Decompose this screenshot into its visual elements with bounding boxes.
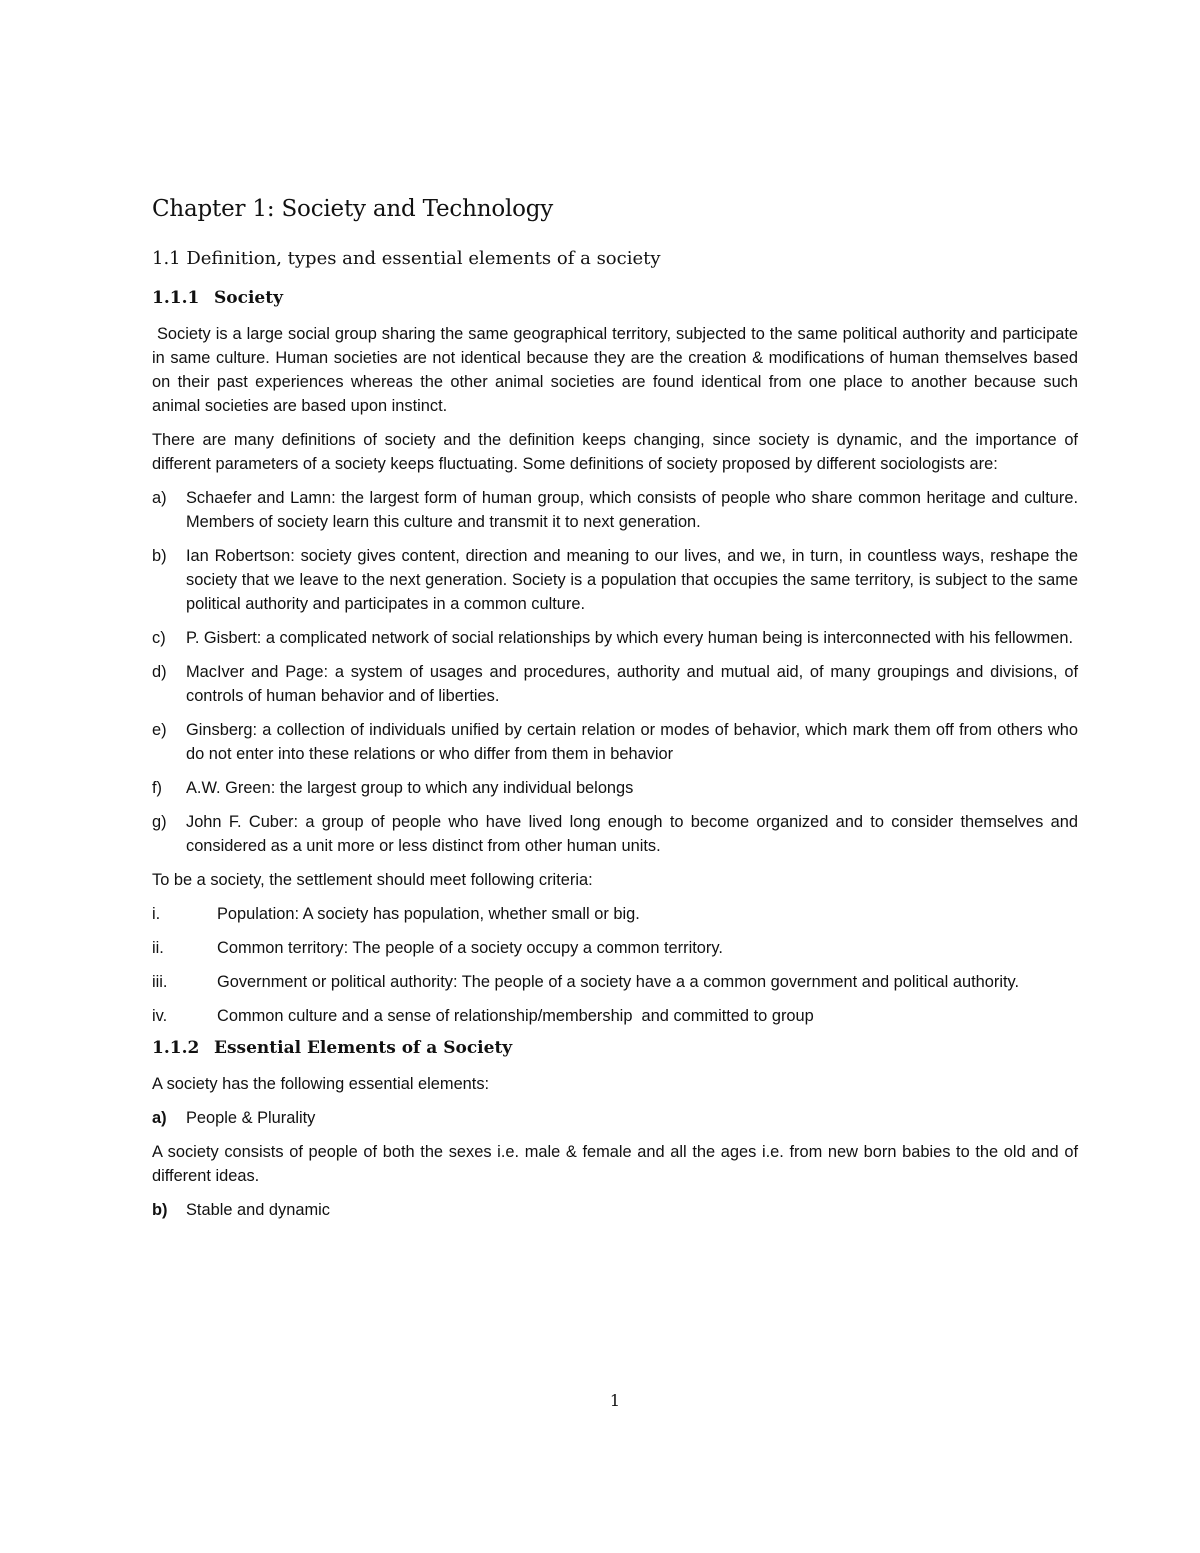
list-item-text: Ginsberg: a collection of individuals unified by certain relation or modes of behavior, which mark them off from others who do not enter into these relations or who differ from them in behavior (186, 721, 1078, 763)
list-marker: b) (152, 547, 167, 565)
subsection-number: 1.1.2 (152, 1038, 200, 1058)
element-people-paragraph: A society consists of people of both the sexes i.e. male & female and all the ages i.e. from new born babies to the old and of different ideas. (152, 1143, 1078, 1185)
subsection-title: Society (214, 288, 283, 308)
list-item (152, 902, 1078, 926)
element-title: Stable and dynamic (186, 1201, 330, 1219)
list-item (152, 936, 1078, 960)
list-marker: a) (152, 1109, 167, 1127)
list-marker: iii. (152, 973, 168, 991)
list-item-text: Common territory: The people of a society occupy a common territory. (217, 939, 723, 957)
list-item-text: Population: A society has population, whether small or big. (217, 905, 640, 923)
list-item-text: Schaefer and Lamn: the largest form of human group, which consists of people who share common heritage and culture. Members of society learn this culture and transmit it to next generation. (186, 489, 1078, 531)
definitions-intro: There are many definitions of society and the definition keeps changing, since society is dynamic, and the importance of different parameters of a society keeps fluctuating. Some definitions of society proposed by different sociologists are: (152, 431, 1078, 473)
element-heading-people (152, 1106, 1078, 1130)
list-item-text: Government or political authority: The people of a society have a a common government and political authority. (217, 973, 1020, 991)
society-paragraph: Society is a large social group sharing the same geographical territory, subjected to the same political authority and participate in same culture. Human societies are not identical because they are the creation & modifications of human themselves based on their past experiences whereas the other animal societies are found identical from one place to another because such animal societies are based upon instinct. (152, 325, 1083, 415)
list-item-text: John F. Cuber: a group of people who have lived long enough to become organized and to consider themselves and considered as a unit more or less distinct from other human units. (186, 813, 1078, 855)
list-marker: f) (152, 779, 163, 797)
criteria-list (152, 902, 1078, 1028)
list-item-text: P. Gisbert: a complicated network of social relationships by which every human being is interconnected with his fellowmen. (186, 629, 1074, 647)
list-item-text: Ian Robertson: society gives content, direction and meaning to our lives, and we, in turn, in countless ways, reshape the society that we leave to the next generation. Society is a population that occupies the same territory, is subject to the same political authority and participates in a common culture. (186, 547, 1078, 613)
document-page (152, 196, 1083, 1232)
list-marker: g) (152, 813, 167, 831)
list-marker: ii. (152, 939, 164, 957)
list-item (152, 660, 1078, 708)
definitions-list (152, 486, 1078, 858)
list-item (152, 718, 1078, 766)
page-number: 1 (609, 1391, 621, 1410)
list-item (152, 1004, 1078, 1028)
element-heading-stable (152, 1198, 1078, 1222)
subsection-heading-society (152, 288, 1078, 308)
list-item (152, 776, 1078, 800)
criteria-intro: To be a society, the settlement should meet following criteria: (152, 871, 593, 889)
section-title: 1.1 Definition, types and essential elements of a society (152, 248, 661, 269)
chapter-title: Chapter 1: Society and Technology (152, 196, 554, 222)
subsection-number: 1.1.1 (152, 288, 200, 308)
list-marker: a) (152, 489, 167, 507)
list-item-text: MacIver and Page: a system of usages and procedures, authority and mutual aid, of many groupings and divisions, of controls of human behavior and of liberties. (186, 663, 1078, 705)
list-item-text: A.W. Green: the largest group to which any individual belongs (186, 779, 634, 797)
list-item-text: Common culture and a sense of relationship/membership and committed to group (217, 1007, 814, 1025)
list-item (152, 970, 1078, 994)
elements-intro: A society has the following essential elements: (152, 1075, 490, 1093)
list-marker: e) (152, 721, 167, 739)
list-marker: i. (152, 905, 161, 923)
list-marker: b) (152, 1201, 168, 1219)
list-marker: c) (152, 629, 166, 647)
list-item (152, 544, 1078, 616)
list-item (152, 626, 1078, 650)
list-marker: d) (152, 663, 167, 681)
list-item (152, 486, 1078, 534)
subsection-heading-essential-elements (152, 1038, 1078, 1058)
list-marker: iv. (152, 1007, 168, 1025)
list-item (152, 810, 1078, 858)
subsection-title: Essential Elements of a Society (214, 1038, 513, 1058)
element-title: People & Plurality (186, 1109, 316, 1127)
